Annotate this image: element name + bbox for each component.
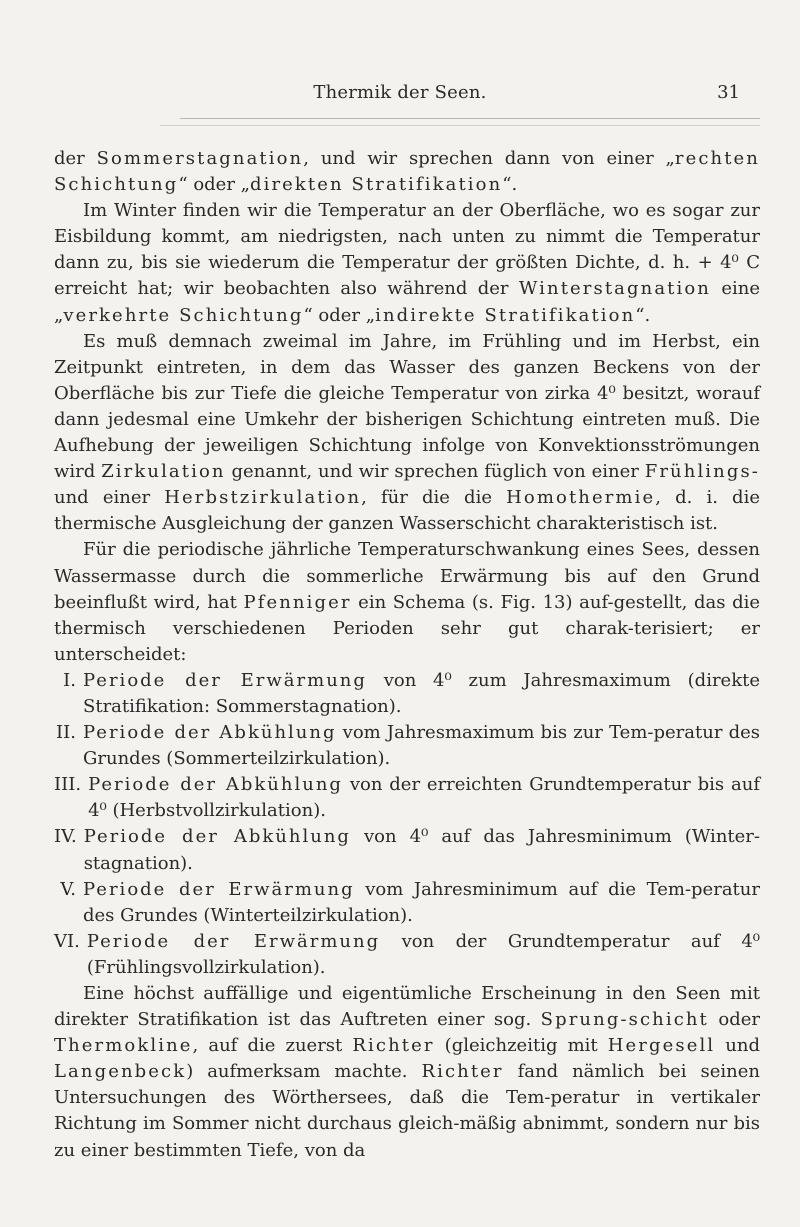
period-description: von der erreichten Grundtemperatur bis auf 4⁰ (Herbstvollzirkulation). <box>88 774 760 822</box>
text-run: der <box>54 148 97 169</box>
period-number: III. <box>54 774 82 796</box>
period-text <box>84 824 760 876</box>
period-list <box>54 668 760 981</box>
text-run: Im Winter finden wir die Temperatur an der Oberfläche, wo es sogar zur Eisbildung kommt, am niedrigsten, nach unten zu nimmt die Temperatur dann zu, bis sie wiederum die Temperatur der größten Dichte, d. h. + 4⁰ C erreicht hat; wir beobachten also während der <box>54 200 760 300</box>
spaced-term: Frühlings- <box>644 461 760 483</box>
header-rule <box>180 118 760 119</box>
spaced-term: Zirkulation <box>101 461 226 483</box>
body-text <box>54 146 760 1164</box>
period-item <box>54 824 760 876</box>
period-label: Periode der Abkühlung <box>83 722 337 744</box>
period-description: vom Jahresminimum auf die Tem-peratur des Grundes (Winterteilzirkulation). <box>83 878 760 926</box>
period-description: vom Jahresmaximum bis zur Tem-peratur des Grundes (Sommerteilzirkulation). <box>83 722 760 770</box>
period-description: von 4⁰ zum Jahresmaximum (direkte Stratifikation: Sommerstagnation). <box>83 669 760 717</box>
period-number: V. <box>60 878 76 900</box>
period-item <box>54 668 760 720</box>
paragraph-1 <box>54 146 760 198</box>
text-run: Es muß demnach zweimal im Jahre, im Frühling und im Herbst, ein Zeitpunkt eintreten, in dem das Wasser des ganzen Beckens von der Oberfläche bis zur Tiefe die gleiche Temperatur von zirka 4⁰ besitzt, worauf dann jedesmal eine Umkehr der bisherigen Schichtung eintreten muß. Die Aufhebung der jeweiligen Schichtung infolge von Konvektionsströmungen wird <box>54 330 760 483</box>
text-run: , und wir sprechen dann von einer „ <box>303 148 675 169</box>
spaced-term: rechten Schichtung <box>54 148 760 196</box>
text-run: eine „ <box>54 278 760 326</box>
period-number: VI. <box>54 930 80 952</box>
text-run: (gleichzeitig mit <box>434 1035 608 1057</box>
period-text <box>88 772 760 824</box>
period-item <box>54 772 760 824</box>
period-label: Periode der Erwärmung <box>86 930 381 952</box>
spaced-term: Sprung-schicht <box>540 1009 709 1031</box>
spaced-term: Hergesell <box>607 1035 716 1057</box>
period-number: IV. <box>54 826 77 848</box>
text-run: und <box>715 1035 760 1057</box>
text-run: “ oder „ <box>178 174 250 196</box>
page-number: 31 <box>717 82 740 103</box>
text-run: Eine höchst auffällige und eigentümliche Erscheinung in den Seen mit direkter Stratifikation ist das Auftreten einer sog. <box>54 983 760 1031</box>
period-text <box>87 929 760 981</box>
text-run: Für die periodische jährliche Temperaturschwankung eines Sees, dessen Wassermasse durch die sommerliche Erwärmung bis auf den Grund beeinflußt wird, hat <box>54 539 760 613</box>
spaced-term: indirekte Stratifikation <box>375 304 636 326</box>
period-item <box>54 877 760 929</box>
period-label: Periode der Abkühlung <box>88 774 343 796</box>
period-item <box>54 929 760 981</box>
spaced-term: Sommerstagnation <box>96 148 304 169</box>
text-run: oder <box>708 1009 760 1031</box>
period-text <box>83 720 760 772</box>
period-label: Periode der Erwärmung <box>83 669 367 691</box>
period-number: II. <box>56 722 76 744</box>
spaced-term: direkten Stratifikation <box>249 174 503 196</box>
spaced-term: Winterstagnation <box>518 278 711 300</box>
text-run: fand nämlich bei seinen Untersuchungen des Wörthersees, daß die Tem-peratur in vertikaler Richtung im Sommer nicht durchaus gleich-mäßig abnimmt, sondern nur bis zu einer bestimmten Tiefe, von da <box>54 1061 760 1161</box>
spaced-term: Homothermie <box>506 487 656 509</box>
text-run: “. <box>635 304 651 326</box>
text-run: genannt, und wir sprechen füglich von einer <box>225 461 645 483</box>
spaced-term: Pfenniger <box>243 591 352 613</box>
text-run: “. <box>502 174 518 196</box>
spaced-term: Herbstzirkulation <box>164 487 362 509</box>
paragraph-3 <box>54 329 760 538</box>
period-text <box>83 877 760 929</box>
text-run: , auf die zuerst <box>192 1035 353 1057</box>
spaced-term: Richter <box>352 1035 435 1057</box>
period-description: von 4⁰ auf das Jahresminimum (Winter-stagnation). <box>83 826 760 874</box>
period-number: I. <box>63 669 76 691</box>
period-text <box>83 668 760 720</box>
header-rule-faint <box>160 125 760 126</box>
text-run: , d. i. die thermische Ausgleichung der ganzen Wasserschicht charakteristisch ist. <box>54 487 760 535</box>
paragraph-2 <box>54 198 760 328</box>
text-run: ) aufmerksam machte. <box>186 1061 422 1083</box>
period-label: Periode der Abkühlung <box>83 826 351 848</box>
period-description: von der Grundtemperatur auf 4⁰ (Frühlingsvollzirkulation). <box>86 930 760 978</box>
spaced-term: Richter <box>421 1061 504 1083</box>
spaced-term: Langenbeck <box>54 1061 187 1083</box>
period-label: Periode der Erwärmung <box>83 878 355 900</box>
text-run: ein Schema (s. Fig. 13) auf-gestellt, das die thermisch verschiedenen Perioden sehr gut charak-terisiert; er unterscheidet: <box>54 591 760 665</box>
text-run: , für die die <box>361 487 507 509</box>
text-run: “ oder „ <box>303 304 376 326</box>
spaced-term: verkehrte Schichtung <box>63 304 304 326</box>
running-title: Thermik der Seen. <box>313 82 487 103</box>
spaced-term: Thermokline <box>54 1035 193 1057</box>
text-run: und einer <box>54 487 165 509</box>
paragraph-5 <box>54 981 760 1164</box>
period-item <box>54 720 760 772</box>
paragraph-4 <box>54 537 760 667</box>
